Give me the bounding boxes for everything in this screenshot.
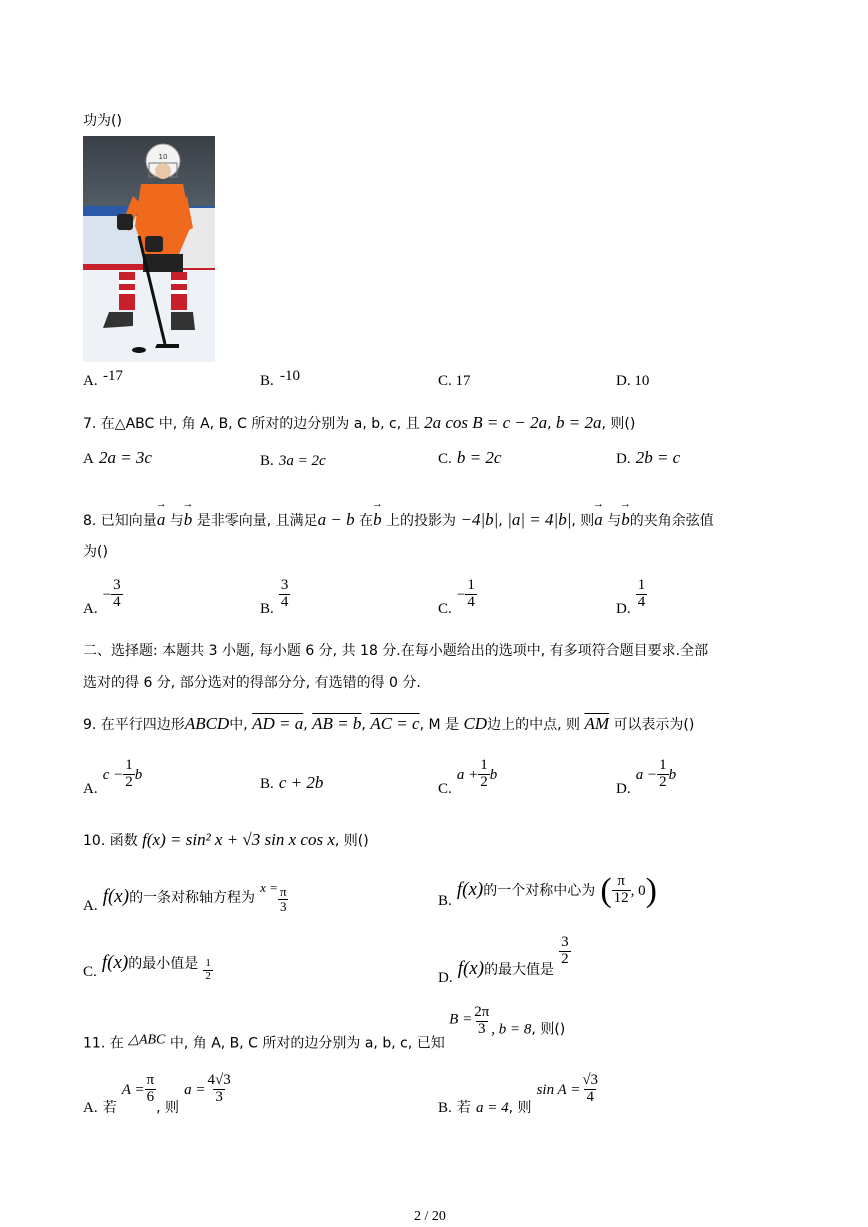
q8-vector-a: → a	[157, 510, 166, 530]
q9-vector-ab: AB = b	[312, 714, 362, 733]
q8-stem	[83, 510, 714, 530]
hockey-player-photo	[83, 136, 215, 362]
q9-text-5: 可以表示为()	[613, 717, 695, 733]
q9-text-4: 边上的中点, 则	[487, 717, 580, 733]
numerator: 1	[205, 957, 211, 969]
q8-option-b	[260, 578, 290, 618]
q8-option-a-fraction	[111, 578, 123, 611]
q8-text-2: 与	[169, 513, 184, 529]
numerator: 1	[125, 757, 133, 773]
q11-option-b-label: B.	[438, 1099, 452, 1116]
q7-option-a-expr: 2a = 3c	[98, 448, 152, 467]
numerator: 1	[480, 757, 488, 773]
numerator: √3	[582, 1072, 599, 1088]
q10-option-c-func: f(x)	[101, 952, 129, 973]
q9-option-c-expr: a +	[456, 766, 479, 783]
q11-option-b-sin: sin A =	[536, 1081, 581, 1098]
q8-option-c	[438, 578, 477, 618]
q10-option-a-label: A.	[83, 898, 98, 914]
q7-stem	[83, 413, 635, 433]
q8-option-b-fraction	[279, 578, 291, 611]
q7-stem-tail: , 则()	[601, 416, 636, 432]
q8-option-d-fraction	[636, 578, 648, 611]
page-number: 2 / 20	[414, 1209, 446, 1224]
numerator: π	[146, 1072, 155, 1088]
denominator: 3	[215, 1088, 223, 1105]
q11-text-3: , 则()	[531, 1021, 566, 1038]
q11-stem	[83, 1005, 565, 1052]
q9-option-c-b: b	[489, 766, 498, 783]
q9-option-a	[83, 758, 142, 798]
q8-text-8: 与	[607, 513, 622, 529]
q9-option-a-label: A.	[83, 780, 98, 797]
q7-option-c-label: C.	[438, 451, 452, 467]
numerator: π	[617, 873, 625, 890]
q10-text-1: 10. 函数	[83, 833, 138, 849]
q7-option-b	[260, 450, 326, 470]
q11-option-a-if: 若	[102, 1099, 117, 1116]
q10-option-d	[438, 935, 571, 987]
q8-option-a-label: A.	[83, 600, 98, 617]
denominator: 4	[113, 593, 121, 610]
q9-option-a-half	[123, 758, 135, 791]
q11-option-b-fraction	[580, 1073, 600, 1106]
q8-text-7: , 则	[571, 513, 595, 529]
q9-option-c	[438, 758, 497, 798]
q8-vector-b-2: → b	[373, 510, 382, 530]
q6-option-c: C. 17	[438, 373, 471, 389]
q10-option-a-text: 的一条对称轴方程为	[129, 890, 256, 906]
q11-option-a-angle-fraction	[145, 1073, 157, 1106]
q10-text-2: , 则()	[334, 833, 369, 849]
q11-angle-b-fraction	[472, 1005, 491, 1038]
q9-vector-am: $\overline{AM}$	[584, 714, 609, 733]
denominator: 4	[280, 593, 289, 610]
q10-option-b-zero: , 0	[630, 883, 646, 899]
q9-option-a-expr: c −	[102, 766, 124, 783]
q7-option-b-label: B.	[260, 453, 274, 469]
q11-option-a-side-fraction	[206, 1073, 233, 1106]
numerator: 1	[637, 577, 646, 593]
q8-text-4: 在	[359, 513, 374, 529]
q11-option-a-then: , 则	[156, 1099, 180, 1116]
q9-option-d-expr: a −	[635, 766, 658, 783]
q10-option-c-fraction	[203, 958, 213, 982]
q11-side-b: , b = 8	[491, 1021, 532, 1038]
q9-option-d-label: D.	[616, 780, 631, 797]
q8-vector-b-3: → b	[621, 510, 630, 530]
q8-vector-b: → b	[184, 510, 193, 530]
q8-vector-a-2: → a	[594, 510, 603, 530]
section-2-instructions-line-2: 选对的得 6 分, 部分选对的得部分分, 有选错的得 0 分.	[83, 675, 421, 691]
section-2-instructions-line-1: 二、选择题: 本题共 3 小题, 每小题 6 分, 共 18 分.在每小题给出的选项中, 有多项符合题目要求.全部	[83, 643, 709, 659]
q8-stem-line-2: 为()	[83, 544, 108, 560]
q10-option-a-fraction	[278, 885, 289, 913]
q7-option-d-expr: 2b = c	[635, 448, 681, 467]
q8-option-d-label: D.	[616, 600, 631, 617]
q6-option-a-label: A.	[83, 373, 98, 389]
q10-function: f(x) = sin² x + √3 sin x cos x	[142, 830, 335, 849]
q11-option-b	[438, 1073, 600, 1117]
q7-condition-2: b = 2a	[556, 413, 602, 432]
numerator: 1	[467, 577, 475, 593]
q8-text-3: 是非零向量, 且满足	[196, 513, 318, 529]
q8-vector-difference: a − b	[317, 510, 355, 529]
q11-option-a-angle: A =	[121, 1081, 145, 1098]
denominator: 4	[637, 593, 646, 610]
q6-option-d: D. 10	[616, 373, 650, 389]
q7-option-b-expr: 3a = 2c	[278, 453, 326, 469]
q11-triangle: △ABC	[128, 1032, 166, 1048]
q9-option-d-b: b	[668, 766, 677, 783]
q8-option-b-label: B.	[260, 600, 274, 617]
q7-option-a-label: A	[83, 451, 94, 467]
denominator: 4	[467, 593, 475, 610]
question-6-stem-tail: 功为()	[83, 113, 122, 129]
q9-text-3: , M 是	[419, 717, 459, 733]
q8-projection: −4|b|	[460, 510, 499, 529]
q9-option-a-b: b	[134, 766, 143, 783]
q9-option-c-half	[478, 758, 490, 791]
q7-option-c	[438, 448, 501, 468]
q9-option-c-label: C.	[438, 780, 452, 797]
denominator: 3	[279, 898, 287, 914]
q7-condition-1: 2a cos B = c − 2a	[424, 413, 548, 432]
q11-text-2: 中, 角 A, B, C 所对的边分别为 a, b, c, 已知	[169, 1035, 445, 1052]
denominator: 2	[205, 969, 211, 982]
q6-option-b-value: -10	[280, 368, 300, 384]
q8-option-c-fraction	[465, 578, 477, 611]
q9-stem: 9. 在平行四边形ABCD中, AD = a, AB = b, AC = c, M 是 CD边上的中点, 则 $\overline{AM}$ 可以表示为()	[83, 714, 695, 733]
q9-text-1: 9. 在平行四边形	[83, 717, 185, 733]
q7-option-c-expr: b = 2c	[456, 448, 502, 467]
q10-option-b-fraction	[612, 874, 631, 907]
q11-text-1: 11. 在	[83, 1035, 124, 1052]
q8-text-5: 上的投影为	[386, 513, 457, 529]
q10-option-d-text: 的最大值是	[484, 961, 555, 978]
q11-option-b-if: 若	[456, 1099, 471, 1116]
q11-option-a-side: a =	[184, 1081, 206, 1098]
q8-option-c-sign: −	[456, 586, 466, 603]
q10-option-b-paren-left: (	[600, 872, 612, 909]
q10-option-a-eq: x =	[260, 880, 278, 895]
q6-option-a-value: -17	[103, 368, 123, 384]
q8-text-1: 8. 已知向量	[83, 513, 157, 529]
q7-option-d	[616, 448, 680, 468]
q9-option-b	[260, 773, 323, 793]
hockey-player-illustration	[83, 136, 215, 362]
q10-option-d-func: f(x)	[457, 957, 485, 979]
q11-option-a	[83, 1073, 233, 1117]
q9-option-b-expr: c + 2b	[278, 773, 324, 792]
denominator: 2	[125, 773, 133, 790]
numerator: 3	[113, 577, 121, 593]
q8-magnitude-relation: |a| = 4|b|	[507, 510, 572, 529]
q6-option-b-label: B.	[260, 373, 274, 389]
q10-option-b-paren-right: )	[645, 872, 657, 909]
q7-stem-text: 7. 在△ABC 中, 角 A, B, C 所对的边分别为 a, b, c, 且	[83, 416, 420, 432]
q10-option-b	[438, 872, 657, 910]
denominator: 2	[659, 773, 667, 790]
numerator: 3	[280, 577, 289, 593]
q10-option-d-label: D.	[438, 969, 453, 986]
q10-stem	[83, 830, 369, 850]
numerator: 2π	[474, 1004, 490, 1020]
q9-vector-ac: AC = c	[370, 714, 420, 733]
q8-text-6: ,	[498, 513, 503, 529]
q10-option-b-func: f(x)	[456, 879, 484, 900]
denominator: 12	[613, 890, 629, 906]
q9-option-d	[616, 758, 676, 798]
q11-option-a-label: A.	[83, 1099, 98, 1116]
denominator: 3	[478, 1020, 486, 1037]
q11-option-b-then: , 则	[508, 1099, 532, 1116]
q10-option-a	[83, 880, 289, 915]
q8-text-9: 的夹角余弦值	[629, 513, 714, 529]
q10-option-c	[83, 952, 213, 982]
q10-option-a-func: f(x)	[102, 886, 130, 907]
numerator: π	[279, 884, 287, 899]
q7-option-a	[83, 448, 152, 468]
denominator: 2	[561, 950, 569, 967]
q10-option-d-fraction	[559, 935, 571, 968]
q8-option-c-label: C.	[438, 600, 452, 617]
denominator: 2	[480, 773, 488, 790]
q10-option-b-label: B.	[438, 893, 452, 909]
q10-option-c-text: 的最小值是	[128, 956, 199, 972]
q9-parallelogram: ABCD	[184, 714, 230, 733]
q11-option-b-condition: a = 4	[475, 1099, 509, 1116]
jersey-number-text: 10	[158, 153, 168, 161]
q9-side-cd: CD	[463, 714, 488, 733]
denominator: 6	[146, 1088, 155, 1105]
numerator: 3	[561, 934, 569, 950]
q7-option-d-label: D.	[616, 451, 631, 467]
q11-angle-b-eq: B =	[449, 1011, 473, 1028]
q7-separator: ,	[547, 416, 552, 432]
q9-text-2: 中,	[229, 717, 248, 733]
q9-option-b-label: B.	[260, 776, 274, 792]
q10-option-b-text: 的一个对称中心为	[483, 883, 596, 899]
q9-option-d-half	[657, 758, 669, 791]
q10-option-c-label: C.	[83, 964, 97, 980]
q8-option-a	[83, 578, 123, 618]
q8-option-d	[616, 578, 647, 618]
q8-option-a-sign: −	[102, 586, 112, 603]
numerator: 1	[659, 757, 667, 773]
q9-vector-ad: AD = a	[252, 714, 304, 733]
denominator: 4	[586, 1088, 594, 1105]
numerator: 4√3	[207, 1072, 231, 1088]
